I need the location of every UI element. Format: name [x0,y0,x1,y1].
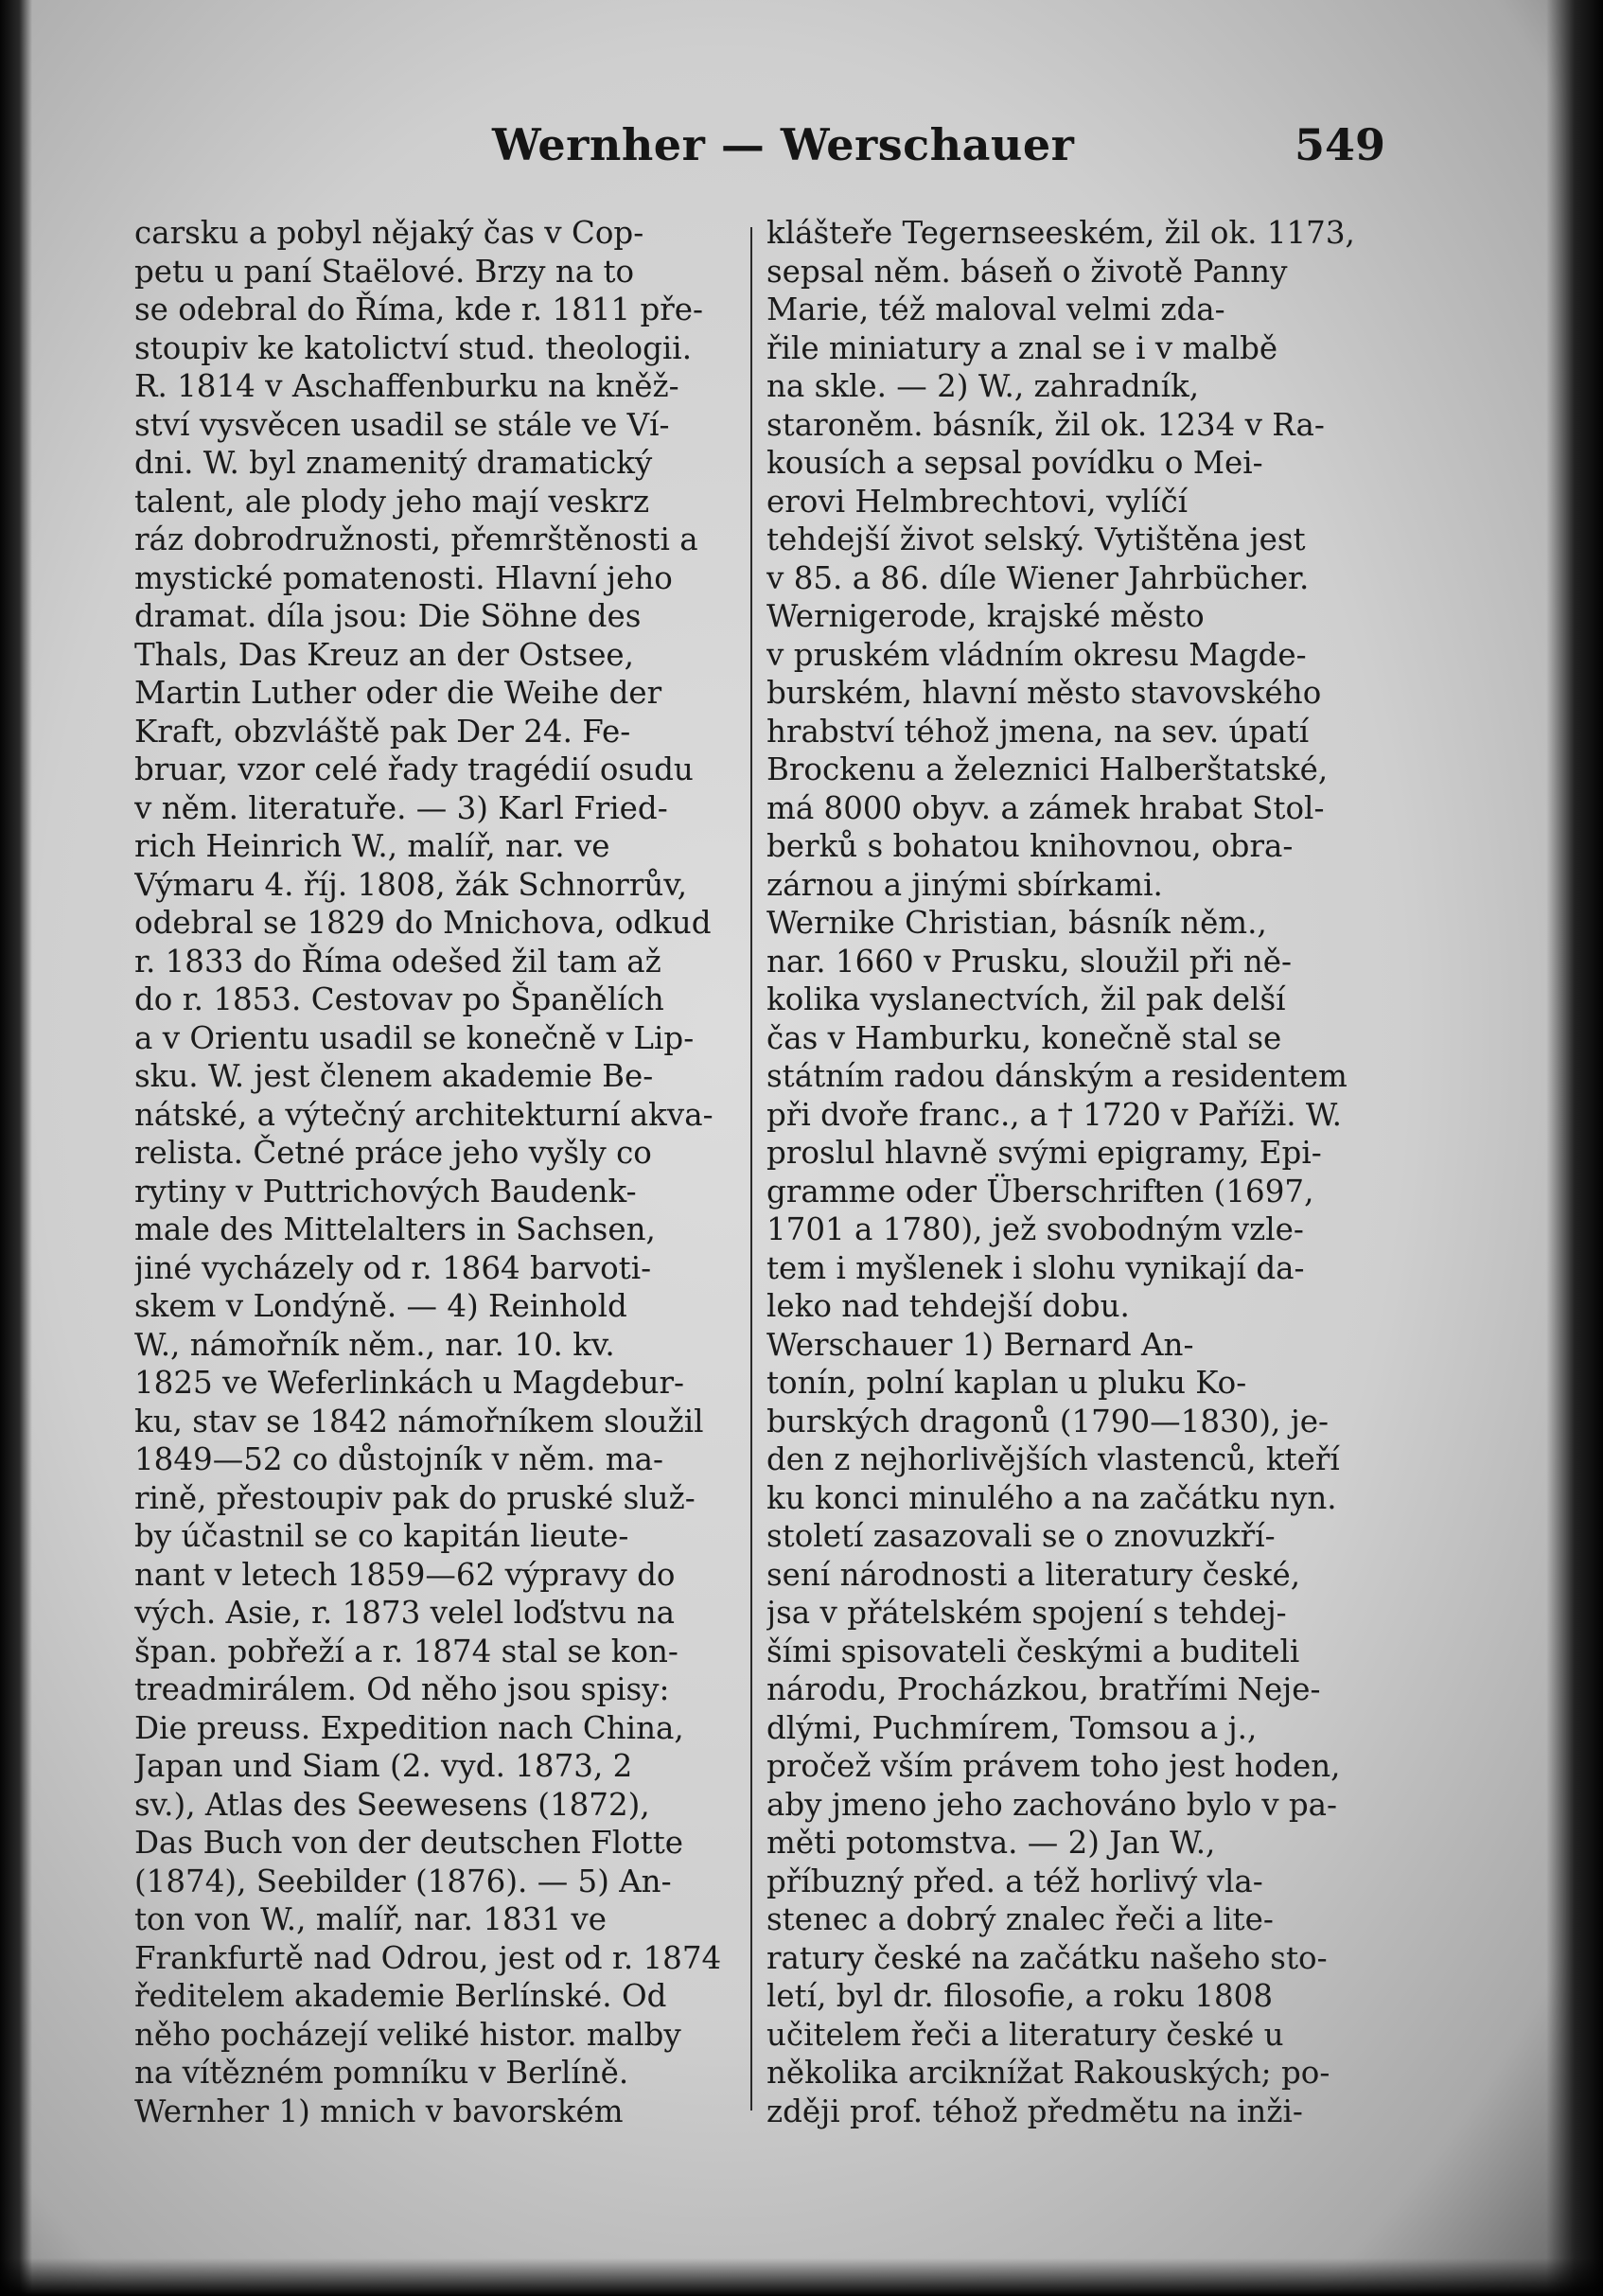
text-line: na skle. — 2) W., zahradník, [766,368,1200,404]
text-line: kousích a sepsal povídku o Mei- [766,445,1263,481]
text-line: učitelem řeči a literatury české u [766,2016,1284,2053]
text-line: relista. Četné práce jeho vyšly co [134,1135,652,1171]
left-page-edge-shadow [0,0,32,2296]
text-line: sepsal něm. báseň o životě Panny [766,253,1288,290]
text-line: by účastnil se co kapitán lieute- [134,1518,629,1554]
text-line: Frankfurtě nad Odrou, jest od r. 1874 [134,1939,722,1976]
text-line: rytiny v Puttrichových Baudenk- [134,1173,637,1210]
text-line: ku konci minulého a na začátku nyn. [766,1479,1337,1516]
text-line: sv.), Atlas des Seewesens (1872), [134,1786,650,1823]
text-line: ředitelem akademie Berlínské. Od [134,1978,667,2014]
text-line: dni. W. byl znamenitý dramatický [134,445,653,481]
text-line: rině, přestoupiv pak do pruské služ- [134,1479,696,1516]
text-line: tonín, polní kaplan u pluku Ko- [766,1365,1247,1401]
text-line: (1874), Seebilder (1876). — 5) An- [134,1863,672,1899]
text-line: staroněm. básník, žil ok. 1234 v Ra- [766,406,1325,443]
text-line: na vítězném pomníku v Berlíně. [134,2055,629,2091]
running-header [0,112,1603,178]
text-line: nátské, a výtečný architekturní akva- [134,1096,713,1133]
text-line: při dvoře franc., a † 1720 v Paříži. W. [766,1096,1342,1133]
text-line: hrabství téhož jmena, na sev. úpatí [766,713,1310,750]
text-line: státním radou dánským a residentem [766,1058,1348,1094]
text-line: odebral se 1829 do Mnichova, odkud [134,905,712,941]
text-line: aby jmeno jeho zachováno bylo v pa- [766,1786,1338,1823]
text-line: male des Mittelalters in Sachsen, [134,1211,656,1247]
text-line: 1825 ve Weferlinkách u Magdebur- [134,1365,685,1401]
text-line: stenec a dobrý znalec řeči a lite- [766,1901,1274,1937]
text-line: měti potomstva. — 2) Jan W., [766,1825,1216,1861]
text-line: čas v Hamburku, konečně stal se [766,1019,1282,1056]
right-text-column [766,214,1396,2130]
column-divider [750,227,752,2111]
text-line: rich Heinrich W., malíř, nar. ve [134,828,610,864]
text-line: burském, hlavní město stavovského [766,675,1322,711]
text-line: ku, stav se 1842 námořníkem sloužil [134,1403,704,1439]
text-line: se odebral do Říma, kde r. 1811 pře- [134,291,703,327]
text-line: mystické pomatenosti. Hlavní jeho [134,559,673,596]
text-line: ratury české na začátku našeho sto- [766,1939,1328,1976]
text-line: několika arciknížat Rakouských; po- [766,2055,1330,2091]
text-line: klášteře Tegernseeském, žil ok. 1173, [766,215,1355,251]
text-line: špan. pobřeží a r. 1874 stal se kon- [134,1633,678,1669]
text-line: burských dragonů (1790—1830), je- [766,1403,1329,1439]
text-line: W., námořník něm., nar. 10. kv. [134,1326,615,1363]
text-line: jsa v přátelském spojení s tehdej- [766,1595,1287,1631]
text-line: kolika vyslanectvích, žil pak delší [766,981,1286,1017]
left-text-column [134,214,740,2130]
text-line: Výmaru 4. říj. 1808, žák Schnorrův, [134,866,688,903]
text-line: Werschauer 1) Bernard An- [766,1326,1194,1363]
text-line: R. 1814 v Aschaffenburku na kněž- [134,368,679,404]
text-line: zději prof. téhož předmětu na inži- [766,2093,1303,2129]
text-line: dramat. díla jsou: Die Söhne des [134,598,642,634]
text-line: den z nejhorlivějších vlastenců, kteří [766,1441,1340,1477]
text-line: sku. W. jest členem akademie Be- [134,1058,654,1094]
text-line: ství vysvěcen usadil se stále ve Ví- [134,406,670,443]
text-line: petu u paní Staëlové. Brzy na to [134,253,635,290]
text-line: berků s bohatou knihovnou, obra- [766,828,1294,864]
text-line: r. 1833 do Říma odešed žil tam až [134,943,661,980]
text-line: má 8000 obyv. a zámek hrabat Stol- [766,789,1325,826]
text-line: leko nad tehdejší dobu. [766,1288,1130,1324]
text-line: dlými, Puchmírem, Tomsou a j., [766,1709,1258,1746]
text-line: pročež vším právem toho jest hoden, [766,1748,1341,1784]
text-line: treadmirálem. Od něho jsou spisy: [134,1671,670,1707]
text-line: Marie, též maloval velmi zda- [766,291,1225,327]
text-line: v něm. literatuře. — 3) Karl Fried- [134,789,668,826]
text-line: 1701 a 1780), jež svobodným vzle- [766,1211,1304,1247]
text-line: sení národnosti a literatury české, [766,1556,1301,1593]
text-line: příbuzný před. a též horlivý vla- [766,1863,1263,1899]
text-line: gramme oder Überschriften (1697, [766,1173,1314,1210]
text-line: bruar, vzor celé řady tragédií osudu [134,751,694,787]
text-line: v 85. a 86. díle Wiener Jahrbücher. [766,559,1310,596]
text-line: proslul hlavně svými epigramy, Epi- [766,1135,1322,1171]
bottom-page-edge-shadow [0,2258,1603,2296]
text-line: letí, byl dr. filosofie, a roku 1808 [766,1978,1273,2014]
text-line: vých. Asie, r. 1873 velel loďstvu na [134,1595,676,1631]
text-line: Martin Luther oder die Weihe der [134,675,662,711]
text-line: tem i myšlenek i slohu vynikají da- [766,1249,1305,1286]
text-line: tehdejší život selský. Vytištěna jest [766,521,1306,557]
text-line: řile miniatury a znal se i v malbě [766,329,1278,366]
text-line: Brockenu a železnici Halberštatské, [766,751,1329,787]
text-line: Wernher 1) mnich v bavorském [134,2093,624,2129]
text-line: 1849—52 co důstojník v něm. ma- [134,1441,663,1477]
text-line: Die preuss. Expedition nach China, [134,1709,684,1746]
text-line: jiné vycházely od r. 1864 barvoti- [134,1249,652,1286]
text-line: nar. 1660 v Prusku, sloužil při ně- [766,943,1292,980]
text-line: Thals, Das Kreuz an der Ostsee, [134,636,634,673]
right-page-edge-shadow [1546,0,1603,2296]
text-line: šími spisovateli českými a buditeli [766,1633,1300,1669]
text-line: Das Buch von der deutschen Flotte [134,1825,684,1861]
text-line: Wernigerode, krajské město [766,598,1205,634]
text-line: carsku a pobyl nějaký čas v Cop- [134,215,644,251]
text-line: v pruském vládním okresu Magde- [766,636,1307,673]
text-line: skem v Londýně. — 4) Reinhold [134,1288,627,1324]
text-line: ton von W., malíř, nar. 1831 ve [134,1901,607,1937]
text-line: Kraft, obzvláště pak Der 24. Fe- [134,713,631,750]
text-line: do r. 1853. Cestovav po Španělích [134,981,664,1017]
text-line: něho pocházejí veliké histor. malby [134,2016,681,2053]
text-line: erovi Helmbrechtovi, vylíčí [766,483,1189,520]
running-header-title: Wernher — Werschauer [492,119,1075,170]
text-line: ráz dobrodružnosti, přemrštěnosti a [134,521,698,557]
text-line: národu, Procházkou, bratřími Neje- [766,1671,1321,1707]
text-line: stoupiv ke katolictví stud. theologii. [134,329,693,366]
text-line: Wernike Christian, básník něm., [766,905,1267,941]
page-number: 549 [1295,119,1386,170]
text-line: zárnou a jinými sbírkami. [766,866,1163,903]
text-line: nant v letech 1859—62 výpravy do [134,1556,676,1593]
text-line: století zasazovali se o znovuzkří- [766,1518,1276,1554]
text-line: a v Orientu usadil se konečně v Lip- [134,1019,695,1056]
text-line: talent, ale plody jeho mají veskrz [134,483,650,520]
text-line: Japan und Siam (2. vyd. 1873, 2 [134,1748,633,1784]
